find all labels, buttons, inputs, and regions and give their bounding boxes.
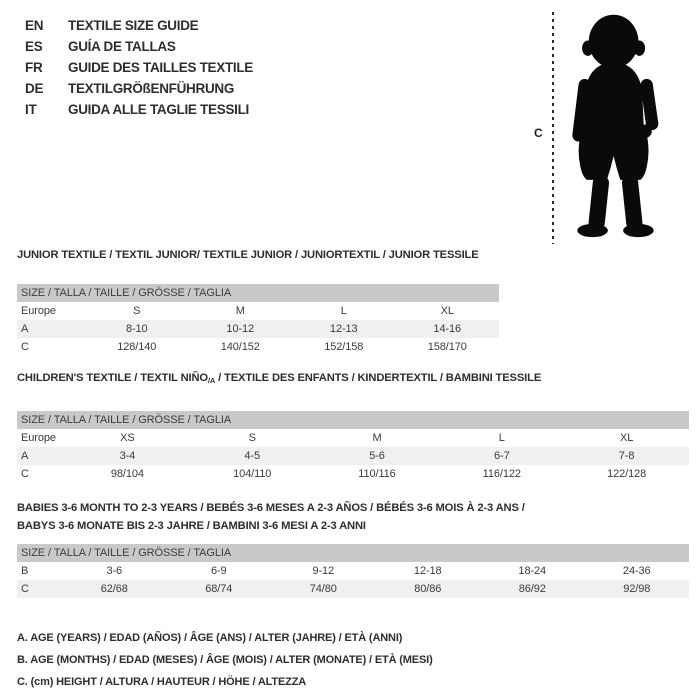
children-title-rest: / TEXTILE DES ENFANTS / KINDERTEXTIL / BAMBINI TESSILE bbox=[215, 372, 542, 384]
size-cell: XL bbox=[619, 432, 634, 444]
language-code: ES bbox=[25, 39, 43, 54]
size-cell: L bbox=[498, 432, 505, 444]
footnote-b-age-months: B. AGE (MONTHS) / EDAD (MESES) / ÂGE (MOIS) / ALTER (MONATE) / ETÀ (MESI) bbox=[17, 654, 433, 666]
table-row-europe bbox=[17, 429, 689, 447]
language-title: TEXTILGRÖßENFÜHRUNG bbox=[68, 81, 235, 96]
size-cell: 6-9 bbox=[210, 565, 227, 577]
footnote-c-height: C. (cm) HEIGHT / ALTURA / HAUTEUR / HÖHE / ALTEZZA bbox=[17, 676, 307, 688]
size-cell: S bbox=[133, 305, 141, 317]
size-cell: 152/158 bbox=[324, 341, 364, 353]
size-cell: 4-5 bbox=[244, 450, 260, 462]
height-measure-figure bbox=[530, 6, 685, 252]
language-row-en bbox=[25, 15, 253, 36]
size-cell: 122/128 bbox=[607, 468, 647, 480]
size-cell: 9-12 bbox=[312, 565, 335, 577]
language-row-de bbox=[25, 78, 253, 99]
table-row-height bbox=[17, 465, 689, 483]
size-cell: M bbox=[235, 305, 245, 317]
junior-textile-section bbox=[17, 249, 499, 356]
table-row-months bbox=[17, 562, 689, 580]
height-dashed-line bbox=[552, 12, 554, 244]
size-cell: 98/104 bbox=[110, 468, 144, 480]
size-cell: 116/122 bbox=[482, 468, 521, 480]
size-header-row bbox=[17, 544, 689, 562]
children-title-main: CHILDREN'S TEXTILE / TEXTIL NIÑO bbox=[17, 372, 208, 384]
size-header-row bbox=[17, 284, 499, 302]
row-label: Europe bbox=[21, 432, 56, 444]
table-row-height bbox=[17, 580, 689, 598]
language-title: GUIDA ALLE TAGLIE TESSILI bbox=[68, 102, 249, 117]
row-label: Europe bbox=[21, 305, 56, 317]
size-cell: 8-10 bbox=[125, 323, 148, 335]
size-cell: 80/86 bbox=[414, 583, 442, 595]
size-cell: S bbox=[248, 432, 256, 444]
size-cell: XL bbox=[440, 305, 454, 317]
measure-label-c: C bbox=[534, 126, 543, 140]
language-title: GUÍA DE TALLAS bbox=[68, 39, 176, 54]
row-label: A bbox=[21, 323, 29, 335]
table-row-age bbox=[17, 447, 689, 465]
language-row-it bbox=[25, 99, 253, 120]
language-row-es bbox=[25, 36, 253, 57]
size-header-row bbox=[17, 411, 689, 429]
size-cell: 140/152 bbox=[220, 341, 260, 353]
size-cell: XS bbox=[120, 432, 135, 444]
row-label: C bbox=[21, 468, 29, 480]
row-label: C bbox=[21, 583, 29, 595]
table-row-height bbox=[17, 338, 499, 356]
size-cell: 128/140 bbox=[117, 341, 157, 353]
language-title: GUIDE DES TAILLES TEXTILE bbox=[68, 60, 254, 75]
size-cell: 110/116 bbox=[358, 468, 396, 480]
junior-section-title: JUNIOR TEXTILE / TEXTIL JUNIOR/ TEXTILE JUNIOR / JUNIORTEXTIL / JUNIOR TESSILE bbox=[17, 249, 479, 261]
junior-size-table bbox=[17, 284, 499, 356]
row-label: B bbox=[21, 565, 29, 577]
children-section-title bbox=[17, 372, 689, 387]
table-row-europe bbox=[17, 302, 499, 320]
size-cell: 12-18 bbox=[413, 565, 442, 577]
children-size-table bbox=[17, 411, 689, 483]
size-cell: 68/74 bbox=[205, 583, 233, 595]
size-cell: 74/80 bbox=[309, 583, 337, 595]
size-cell: 18-24 bbox=[518, 565, 547, 577]
toddler-silhouette bbox=[563, 9, 668, 242]
size-cell: 24-36 bbox=[622, 565, 651, 577]
row-label: A bbox=[21, 450, 29, 462]
size-cell: 6-7 bbox=[493, 450, 510, 462]
legend-footnotes bbox=[17, 627, 433, 693]
children-title-subscript: /A bbox=[207, 376, 216, 385]
babies-section-title-line2: BABYS 3-6 MONATE BIS 2-3 JAHRE / BAMBINI 3-6 MESI A 2-3 ANNI bbox=[17, 520, 366, 532]
size-cell: 14-16 bbox=[433, 323, 462, 335]
language-code: EN bbox=[25, 18, 44, 33]
language-code: DE bbox=[25, 81, 44, 96]
language-row-fr bbox=[25, 57, 253, 78]
size-cell: 92/98 bbox=[623, 583, 651, 595]
size-header-band: SIZE / TALLA / TAILLE / GRÖSSE / TAGLIA bbox=[17, 411, 689, 429]
footnote-a-age-years: A. AGE (YEARS) / EDAD (AÑOS) / ÂGE (ANS) / ALTER (JAHRE) / ETÀ (ANNI) bbox=[17, 632, 403, 644]
children-textile-section bbox=[17, 372, 689, 483]
size-cell: 3-6 bbox=[106, 565, 123, 577]
size-cell: 3-4 bbox=[119, 450, 136, 462]
language-title: TEXTILE SIZE GUIDE bbox=[68, 18, 199, 33]
size-cell: 7-8 bbox=[618, 450, 635, 462]
size-cell: 12-13 bbox=[329, 323, 358, 335]
babies-section-title-line1: BABIES 3-6 MONTH TO 2-3 YEARS / BEBÉS 3-6 MESES A 2-3 AÑOS / BÉBÉS 3-6 MOIS À 2-3 ANS / bbox=[17, 502, 525, 514]
size-cell: 86/92 bbox=[518, 583, 546, 595]
size-cell: 104/110 bbox=[233, 468, 272, 480]
table-row-age bbox=[17, 320, 499, 338]
size-header-band: SIZE / TALLA / TAILLE / GRÖSSE / TAGLIA bbox=[17, 544, 689, 562]
size-cell: L bbox=[340, 305, 347, 317]
babies-size-table bbox=[17, 544, 689, 598]
language-code: FR bbox=[25, 60, 43, 75]
language-code: IT bbox=[25, 102, 37, 117]
size-cell: 10-12 bbox=[226, 323, 255, 335]
size-cell: 5-6 bbox=[369, 450, 385, 462]
row-label: C bbox=[21, 341, 29, 353]
size-cell: 158/170 bbox=[427, 341, 467, 353]
language-title-list bbox=[25, 15, 253, 120]
size-cell: 62/68 bbox=[100, 583, 128, 595]
size-cell: M bbox=[372, 432, 382, 444]
size-header-band: SIZE / TALLA / TAILLE / GRÖSSE / TAGLIA bbox=[17, 284, 499, 302]
babies-textile-section bbox=[17, 499, 689, 598]
